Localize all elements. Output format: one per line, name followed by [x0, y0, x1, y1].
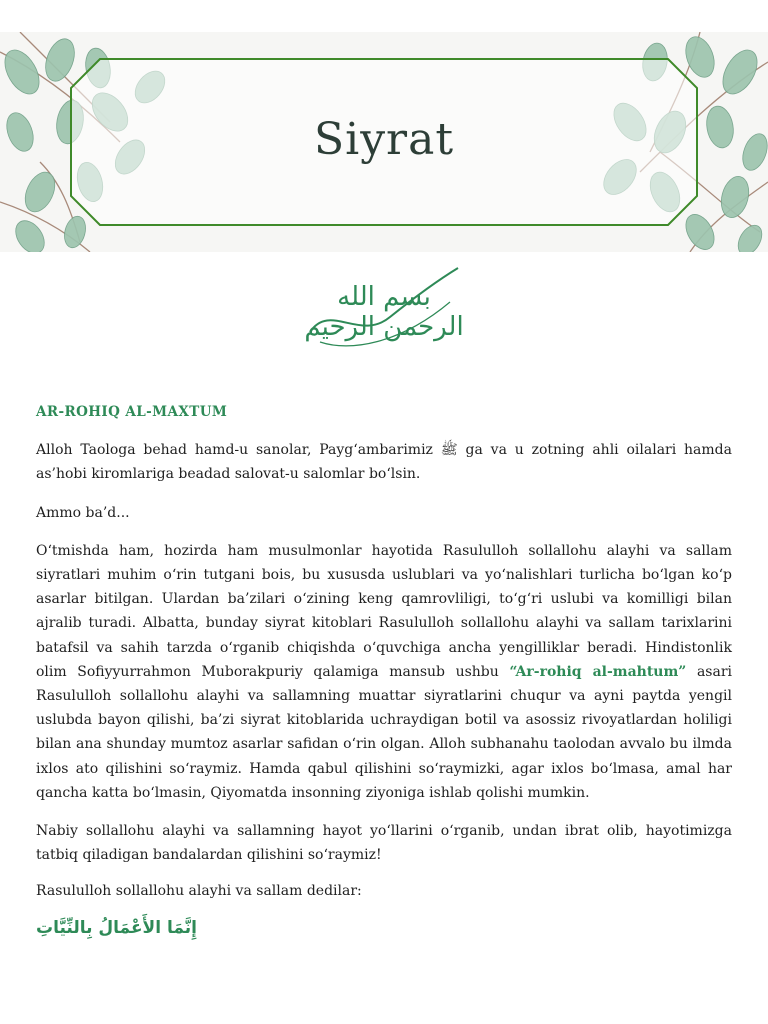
paragraph-prayer: Nabiy sollallohu alayhi va sallamning hayot yo‘llarini o‘rganib, undan ibrat olib, hayotimizga tatbiq qiladigan bandalardan qilishini so‘raymiz!	[36, 823, 732, 864]
basmala-calligraphy	[300, 262, 468, 354]
paragraph-main-start: O‘tmishda ham, hozirda ham musulmonlar hayotida Rasululloh sollallohu alayhi va sallam siyratlari muhim o‘rin tutgani bois, bu xususda uslublari va yo‘nalishlari turlicha bo‘lgan ko‘p asarlar bitilgan. Ulardan ba’zilari o‘zining keng qamrovliligi, to‘g‘ri uslubi va komilligi bilan ajralib turadi. Albatta, bunday siyrat kitoblari Rasululloh sollallohu alayhi va sallam tarixlarini batafsil va sahih tarzda o‘rganib chiqishda o‘quvchiga ancha yengilliklar beradi. Hindistonlik olim Sofiyyurrahmon Muborakpuriy qalamiga mansub ushbu	[36, 542, 732, 680]
paragraph-intro: Alloh Taologa behad hamd-u sanolar, Payg‘ambarimiz ﷺ ga va u zotning ahli oilalari hamda as’hobi kiromlariga beadad salovat-u salomlar bo‘lsin.	[36, 442, 732, 483]
page-title: Siyrat	[313, 114, 455, 165]
basmala-text: بسم الله الرحمن الرحيم	[304, 282, 464, 342]
section-heading: AR-ROHIQ AL-MAXTUM	[36, 404, 228, 420]
hadith-arabic: إِنَّمَا الأَعْمَالُ بِالنِّيَّاتِ	[36, 917, 197, 938]
book-title-highlight: “Ar-rohiq al-mahtum”	[509, 663, 687, 680]
header-banner	[0, 32, 768, 252]
paragraph-amma-bad: Ammo ba’d...	[36, 504, 130, 521]
paragraph-hadith-intro: Rasululloh sollallohu alayhi va sallam dedilar:	[36, 883, 362, 900]
article-body	[36, 400, 732, 940]
paragraph-main	[36, 539, 732, 805]
paragraph-main-end: asari Rasululloh sollallohu alayhi va sallamning muattar siyratlarini chuqur va ayni paytda yengil uslubda bayon qilishi, ba’zi siyrat kitoblarida uchraydigan botil va asossiz rivoyatlardan holiligi bilan ana shunday mumtoz asarlar safidan o‘rin olgan. Alloh subhanahu taolodan avvalo bu ilmda ixlos ato qilishini so‘raymiz. Hamda qabul qilishini so‘raymizki, agar ixlos bo‘lmasa, amal har qancha katta bo‘lmasin, Qiyomatda insonning ziyoniga ishlab qolishi mumkin.	[36, 663, 732, 801]
